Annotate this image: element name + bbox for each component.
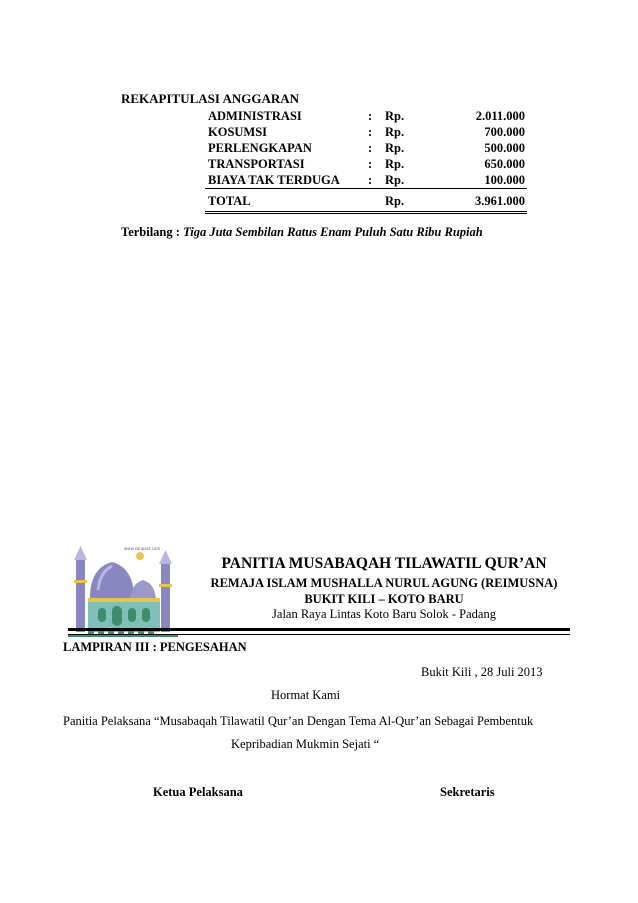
org-address: Jalan Raya Lintas Koto Baru Solok - Padang [272,607,496,621]
budget-item-name: PERLENGKAPAN [208,141,312,155]
budget-colon: : [368,172,385,189]
budget-colon: : [368,141,373,155]
budget-total-row [205,189,527,213]
budget-table [205,108,527,214]
org-location: BUKIT KILI – KOTO BARU [304,592,464,606]
budget-amount: 100.000 [445,172,527,189]
budget-item-name: TRANSPORTASI [208,157,305,171]
budget-amount: 650.000 [484,157,525,171]
budget-item-name: BIAYA TAK TERDUGA [205,172,368,189]
recap-title: REKAPITULASI ANGGARAN [121,91,300,106]
table-row [205,140,527,156]
budget-currency: Rp. [385,109,405,123]
table-row [205,156,527,172]
budget-currency: Rp. [385,172,445,189]
budget-currency: Rp. [385,157,405,171]
letterhead-rule-thick [68,628,570,631]
place-date: Bukit Kili , 28 Juli 2013 [421,665,543,679]
letterhead-rule-thin [68,634,570,635]
amount-in-words [121,225,483,240]
amount-in-words-label: Terbilang : [121,225,184,239]
table-row [205,108,527,124]
budget-total-amount: 3.961.000 [445,189,527,213]
table-row [205,172,527,189]
budget-colon: : [368,109,373,123]
committee-line-2: Kepribadian Mukmin Sejati “ [231,737,380,751]
budget-total-label: TOTAL [205,189,368,213]
logo-caption: www.sanpost.com [124,546,161,551]
org-subtitle: REMAJA ISLAM MUSHALLA NURUL AGUNG (REIMUSNA) [210,576,558,590]
budget-item-name: ADMINISTRASI [208,109,302,123]
budget-item-name: KOSUMSI [208,125,268,139]
greeting: Hormat Kami [271,688,341,702]
budget-amount: 2.011.000 [475,109,525,123]
budget-amount: 700.000 [484,125,525,139]
budget-currency: Rp. [385,125,405,139]
signer-chair: Ketua Pelaksana [153,785,243,799]
budget-total-currency: Rp. [385,189,445,213]
budget-colon: : [368,125,373,139]
org-title: PANITIA MUSABAQAH TILAWATIL QUR’AN [221,555,547,572]
committee-line-1: Panitia Pelaksana “Musabaqah Tilawatil Qur’an Dengan Tema Al-Qur’an Sebagai Pembentuk [63,714,534,728]
budget-colon: : [368,157,373,171]
signer-secretary: Sekretaris [440,785,495,799]
budget-total-colon [368,189,385,213]
budget-amount: 500.000 [484,141,525,155]
table-row [205,124,527,140]
budget-currency: Rp. [385,141,405,155]
attachment-heading: LAMPIRAN III : PENGESAHAN [63,640,247,654]
amount-in-words-text: Tiga Juta Sembilan Ratus Enam Puluh Satu Ribu Rupiah [183,225,483,239]
